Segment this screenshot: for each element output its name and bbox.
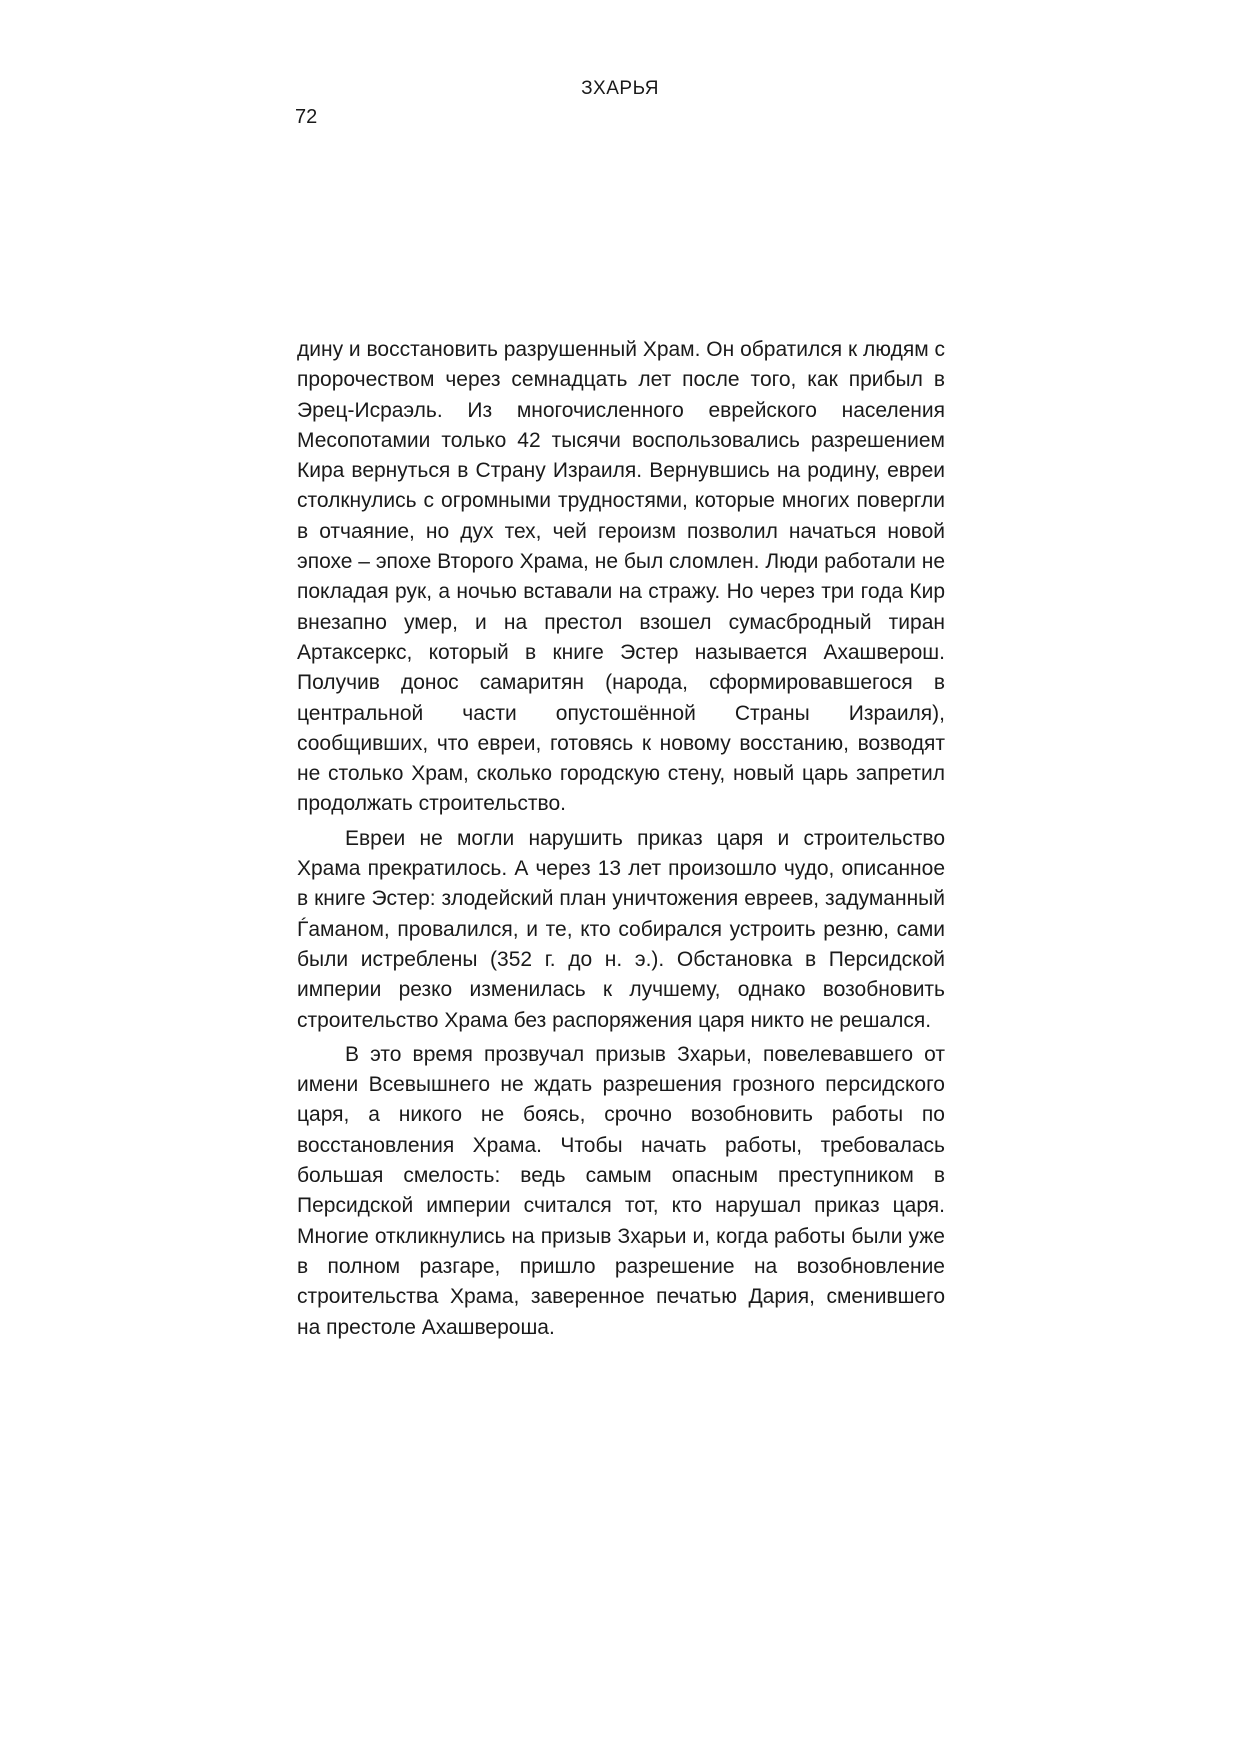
- paragraph-2: Евреи не могли нарушить приказ царя и строительство Храма прекратилось. А через 13 лет произошло чудо, описанное в книге Эстер: злодейский план уничтожения евреев, задуманный Ѓаманом, провалился, и те, кто собирался устроить резню, сами были истреблены (352 г. до н. э.). Обстановка в Персидской империи резко изменилась к лучшему, однако возобновить строительство Храма без распоряжения царя никто не решался.: [297, 826, 945, 1032]
- running-title: ЗХАРЬЯ: [581, 78, 659, 99]
- paragraph-1: дину и восстановить разрушенный Храм. Он обратился к людям с пророчеством через семнадцать лет после того, как прибыл в Эрец-Исраэль. Из многочисленного еврейского населения Месопотамии только 42 тысячи воспользовались разрешением Кира вернуться в Страну Израиля. Вернувшись на родину, евреи столкнулись с огромными трудностями, которые многих повергли в отчаяние, но дух тех, чей героизм позволил начаться новой эпохе – эпохе Второго Храма, не был сломлен. Люди работали не покладая рук, а ночью вставали на стражу. Но через три года Кир внезапно умер, и на престол взошел сумасбродный тиран Артаксеркс, который в книге Эстер называется Ахашверош. Получив донос самаритян (народа, сформировавшегося в центральной части опустошённой Страны Израиля), сообщивших, что евреи, готовясь к новому восстанию, возводят не столько Храм, сколько городскую стену, новый царь запретил продолжать строительство.: [297, 338, 945, 816]
- page-number: 72: [295, 106, 318, 128]
- body-text: [297, 335, 945, 1347]
- paragraph-3: В это время прозвучал призыв Зхарьи, повелевавшего от имени Всевышнего не ждать разрешения грозного персидского царя, а никого не боясь, срочно возобновить работы по восстановления Храма. Чтобы начать работы, требовалась большая смелость: ведь самым опасным преступником в Персидской империи считался тот, кто нарушал приказ царя. Многие откликнулись на призыв Зхарьи и, когда работы были уже в полном разгаре, пришло разрешение на возобновление строительства Храма, заверенное печатью Дария, сменившего на престоле Ахашвероша.: [297, 1042, 945, 1339]
